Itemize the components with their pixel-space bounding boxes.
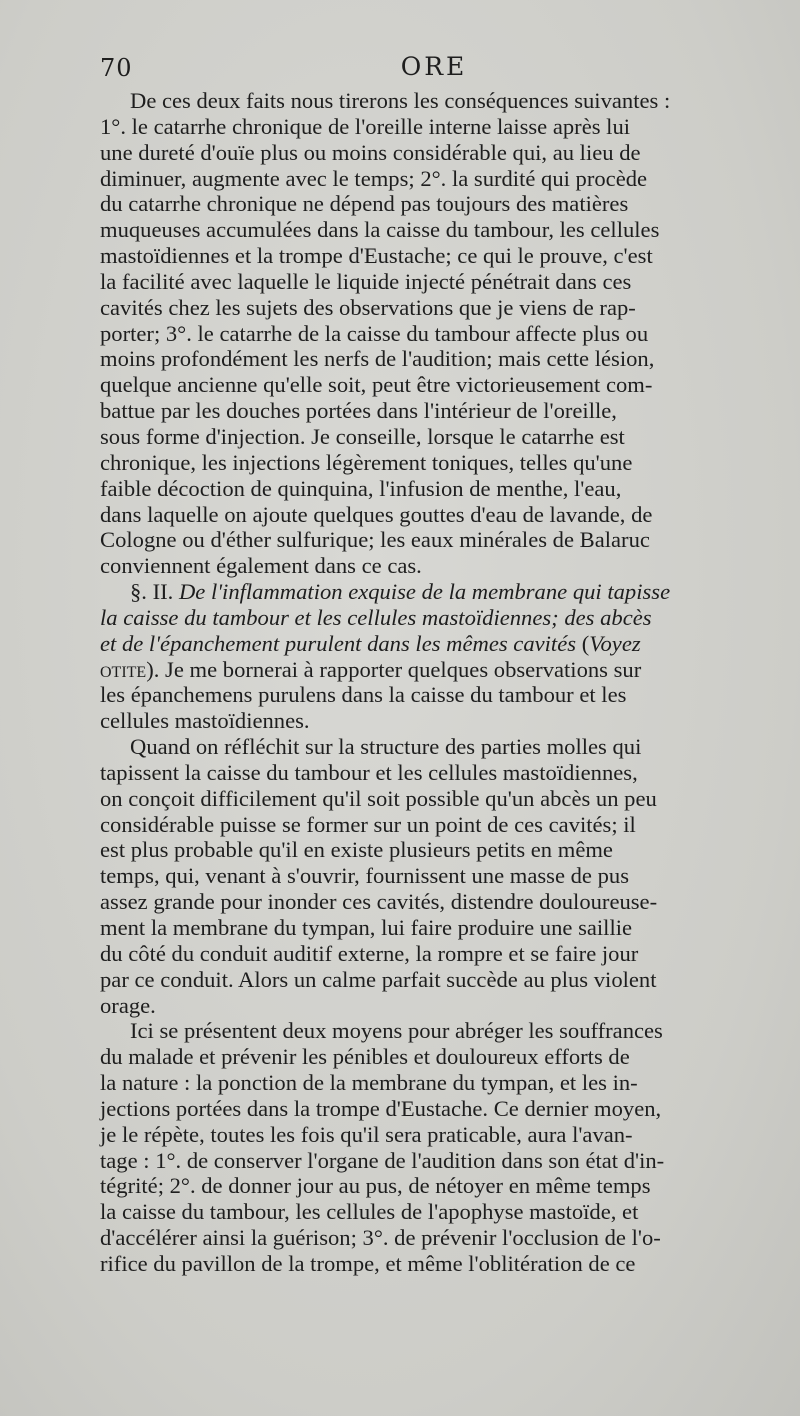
text-line: la nature : la ponction de la membrane du tympan, et les in-: [100, 1070, 638, 1096]
section-title: et de l'épanchement purulent dans les mêmes cavités: [100, 630, 577, 656]
section-number: §. II.: [130, 579, 174, 605]
text-line: Quand on réfléchit sur la structure des parties molles qui: [130, 734, 642, 760]
text-line: du côté du conduit auditif externe, la rompre et se faire jour: [100, 940, 639, 966]
text-line: Ici se présentent deux moyens pour abréger les souffrances: [130, 1018, 663, 1044]
text-line: dans laquelle on ajoute quelques gouttes d'eau de lavande, de: [100, 501, 653, 527]
text-line: muqueuses accumulées dans la caisse du tambour, les cellules: [100, 217, 660, 243]
text-line: chronique, les injections légèrement toniques, telles qu'une: [100, 449, 633, 475]
text-line: considérable puisse se former sur un point de ces cavités; il: [100, 811, 636, 837]
text-line: temps, qui, venant à s'ouvrir, fournissent une masse de pus: [100, 863, 630, 889]
text-line: [100, 657, 768, 683]
text-line: battue par les douches portées dans l'intérieur de l'oreille,: [100, 398, 617, 424]
text-line: Cologne ou d'éther sulfurique; les eaux minérales de Balaruc: [100, 527, 650, 553]
text-line: cavités chez les sujets des observations que je viens de rap-: [100, 294, 636, 320]
text-line: 1°. le catarrhe chronique de l'oreille interne laisse après lui: [100, 113, 631, 139]
text-line: du catarrhe chronique ne dépend pas toujours des matières: [100, 191, 629, 217]
text-line: conviennent également dans ce cas.: [100, 553, 422, 579]
text-line: mastoïdiennes et la trompe d'Eustache; ce qui le prouve, c'est: [100, 243, 653, 269]
section-title: la caisse du tambour et les cellules mastoïdiennes; des abcès: [100, 604, 652, 630]
running-title: ORE: [400, 52, 468, 81]
cross-ref-close: ).: [146, 656, 160, 682]
text-line-fragment: Je me bornerai à rapporter quelques observations sur: [165, 656, 642, 682]
text-line: je le répète, toutes les fois qu'il sera praticable, aura l'avan-: [100, 1121, 633, 1147]
text-line: sous forme d'injection. Je conseille, lorsque le catarrhe est: [100, 423, 625, 449]
text-line: diminuer, augmente avec le temps; 2°. la surdité qui procède: [100, 165, 648, 191]
text-line: tégrité; 2°. de donner jour au pus, de nétoyer en même temps: [100, 1173, 651, 1199]
text-line: moins profondément les nerfs de l'audition; mais cette lésion,: [100, 346, 655, 372]
text-line: la caisse du tambour, les cellules de l'apophyse mastoïde, et: [100, 1199, 639, 1225]
text-line: assez grande pour inonder ces cavités, distendre douloureuse-: [100, 889, 658, 915]
text-line: ment la membrane du tympan, lui faire produire une saillie: [100, 915, 633, 940]
section-title: De l'inflammation exquise de la membrane qui tapisse: [178, 579, 671, 605]
paragraph-consequences: [100, 88, 768, 579]
page-number: 70: [100, 54, 133, 82]
text-line: la facilité avec laquelle le liquide injecté pénétrait dans ces: [100, 268, 632, 294]
text-line: d'accélérer ainsi la guérison; 3°. de prévenir l'occlusion de l'o-: [100, 1225, 661, 1251]
text-line: tage : 1°. de conserver l'organe de l'audition dans son état d'in-: [100, 1147, 665, 1173]
text-line: est plus probable qu'il en existe plusieurs petits en même: [100, 837, 613, 863]
text-line: tapissent la caisse du tambour et les cellules mastoïdiennes,: [100, 759, 638, 785]
text-line: orage.: [100, 992, 156, 1018]
cross-ref-target: otite: [100, 656, 147, 682]
text-line: quelque ancienne qu'elle soit, peut être victorieusement com-: [100, 372, 653, 398]
text-line: De ces deux faits nous tirerons les conséquences suivantes :: [130, 88, 671, 113]
cross-ref-label: Voyez: [589, 630, 641, 656]
text-line: rifice du pavillon de la trompe, et même l'oblitération de ce: [100, 1250, 636, 1276]
body-text: [100, 88, 768, 1277]
text-line: par ce conduit. Alors un calme parfait succède au plus violent: [100, 966, 657, 992]
text-line: jections portées dans la trompe d'Eustache. Ce dernier moyen,: [100, 1095, 662, 1121]
text-line: les épanchemens purulens dans la caisse du tambour et les: [100, 682, 627, 708]
cross-ref-open: (: [581, 630, 590, 656]
paragraph-remedies: [100, 1018, 768, 1276]
text-line: du malade et prévenir les pénibles et douloureux efforts de: [100, 1044, 630, 1070]
text-line: cellules mastoïdiennes.: [100, 708, 310, 734]
paragraph-section-ii: [100, 579, 768, 734]
paragraph-abscess: [100, 734, 768, 1018]
section-heading-line: [100, 631, 768, 657]
text-line: porter; 3°. le catarrhe de la caisse du tambour affecte plus ou: [100, 320, 649, 346]
section-heading-line: [100, 579, 768, 605]
text-line: une dureté d'ouïe plus ou moins considérable qui, au lieu de: [100, 139, 641, 165]
page-header: [100, 52, 768, 88]
text-line: on conçoit difficilement qu'il soit possible qu'un abcès un peu: [100, 785, 657, 811]
text-line: faible décoction de quinquina, l'infusion de menthe, l'eau,: [100, 475, 622, 501]
